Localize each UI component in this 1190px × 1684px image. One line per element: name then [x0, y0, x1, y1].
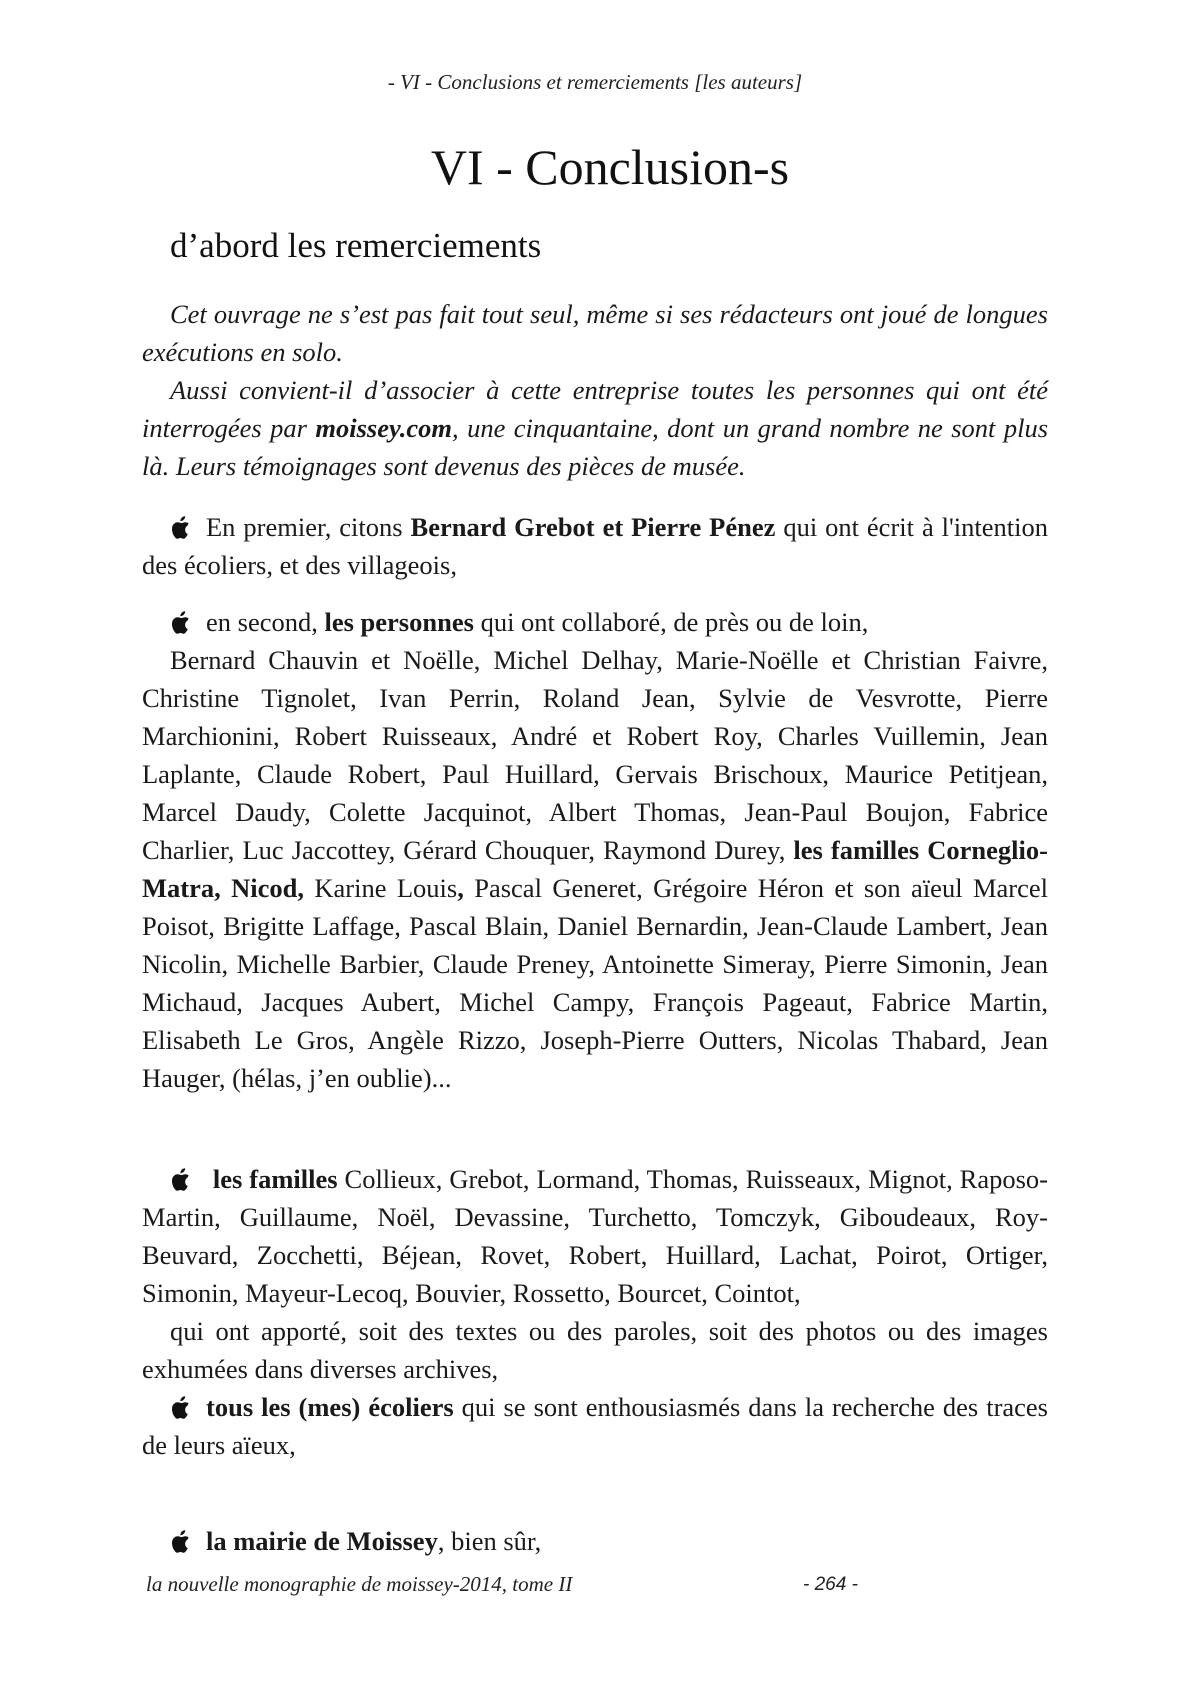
item4-highlight: tous les (mes) écoliers [206, 1392, 454, 1422]
apple-icon [170, 1395, 192, 1419]
chapter-title: VI - Conclusion-s [430, 139, 790, 195]
thanks-item-families [142, 1160, 1048, 1464]
item5-highlight: la mairie de Moissey [206, 1526, 438, 1556]
intro-p2-text-after: , une cinquantaine, dont un grand nombre ne sont plus là. Leurs témoignages sont devenus des pièces de musée. [142, 413, 1049, 481]
item2-text-before: en second, [206, 607, 325, 637]
thanks-item-contributors-text [142, 603, 1048, 641]
thanks-item-town-hall-text [142, 1522, 1048, 1560]
apple-icon [170, 610, 192, 634]
names-part-3: Pascal Generet, Grégoire Héron et son aïeul Marcel Poisot, Brigitte Laffage, Pascal Blain, Daniel Bernardin, Jean-Claude Lambert, Jean Nicolin, Michelle Barbier, Claude Preney, Antoinette Simeray, Pierre Simonin, Jean Michaud, Jacques Aubert, Michel Campy, François Pageaut, Fabrice Martin, Elisabeth Le Gros, Angèle Rizzo, Joseph-Pierre Outters, Nicolas Thabard, Jean Hauger, (hélas, j’en oublie)... [142, 873, 1048, 1093]
names-families-highlight: les familles Corneglio-Matra, Nicod, [142, 835, 1048, 903]
footer-book-title: la nouvelle monographie de moissey-2014, tome II [146, 1572, 573, 1596]
item1-text-before: En premier, citons [206, 512, 411, 542]
intro-block [142, 295, 1048, 485]
item3-highlight: les familles [212, 1164, 338, 1194]
names-part-1: Bernard Chauvin et Noëlle, Michel Delhay, Marie-Noëlle et Christian Faivre, Christine Tignolet, Ivan Perrin, Roland Jean, Sylvie de Vesvrotte, Pierre Marchionini, Robert Ruisseaux, André et Robert Roy, Charles Vuillemin, Jean Laplante, Claude Robert, Paul Huillard, Gervais Brischoux, Maurice Petitjean, Marcel Daudy, Colette Jacquinot, Albert Thomas, Jean-Paul Boujon, Fabrice Charlier, Luc Jaccottey, Gérard Chouquer, Raymond Durey, [142, 645, 1048, 865]
item3-continuation: qui ont apporté, soit des textes ou des paroles, soit des photos ou des images exhumées dans diverses archives, [142, 1316, 1048, 1384]
intro-paragraph-2 [142, 371, 1048, 485]
item2-text-after: qui ont collaboré, de près ou de loin, [473, 607, 869, 637]
thanks-item-pupils-text [142, 1388, 1048, 1464]
contributors-names-list [142, 641, 1048, 1097]
apple-icon [170, 515, 192, 539]
thanks-item-town-hall [142, 1522, 1048, 1560]
intro-p2-text-before: Aussi convient-il d’associer à cette entreprise toutes les personnes qui ont été interrogées par [142, 375, 1048, 443]
apple-icon [170, 1167, 192, 1191]
item3-text-after: Collieux, Grebot, Lormand, Thomas, Ruisseaux, Mignot, Raposo-Martin, Guillaume, Noël, Devassine, Turchetto, Tomczyk, Giboudeaux, Roy-Beuvard, Zocchetti, Béjean, Rovet, Robert, Huillard, Lachat, Poirot, Ortiger, Simonin, Mayeur-Lecoq, Bouvier, Rossetto, Bourcet, Cointot, [142, 1164, 1048, 1308]
item2-highlight: les personnes [324, 607, 474, 637]
item5-text-after: , bien sûr, [437, 1526, 542, 1556]
item4-text-after: qui se sont enthousiasmés dans la recherche des traces de leurs aïeux, [142, 1392, 1048, 1460]
apple-icon [170, 1529, 192, 1553]
running-header: - VI - Conclusions et remerciements [les auteurs] [387, 70, 803, 94]
thanks-item-families-text [142, 1160, 1048, 1312]
website-name: moissey.com [315, 413, 453, 443]
item1-text-after: qui ont écrit à l'intention des écoliers, et des villageois, [142, 512, 1048, 580]
section-title: d’abord les remerciements [170, 226, 542, 265]
thanks-item-authors-text [142, 508, 1048, 584]
item1-highlight: Bernard Grebot et Pierre Pénez [410, 512, 776, 542]
intro-paragraph-1: Cet ouvrage ne s’est pas fait tout seul, même si ses rédacteurs ont joué de longues exécutions en solo. [142, 299, 1048, 367]
thanks-item-authors [142, 508, 1048, 584]
names-part-2: Karine Louis [303, 873, 458, 903]
names-bold-comma: , [457, 873, 464, 903]
page-number: - 264 - [803, 1574, 858, 1595]
thanks-item-contributors [142, 603, 1048, 1097]
